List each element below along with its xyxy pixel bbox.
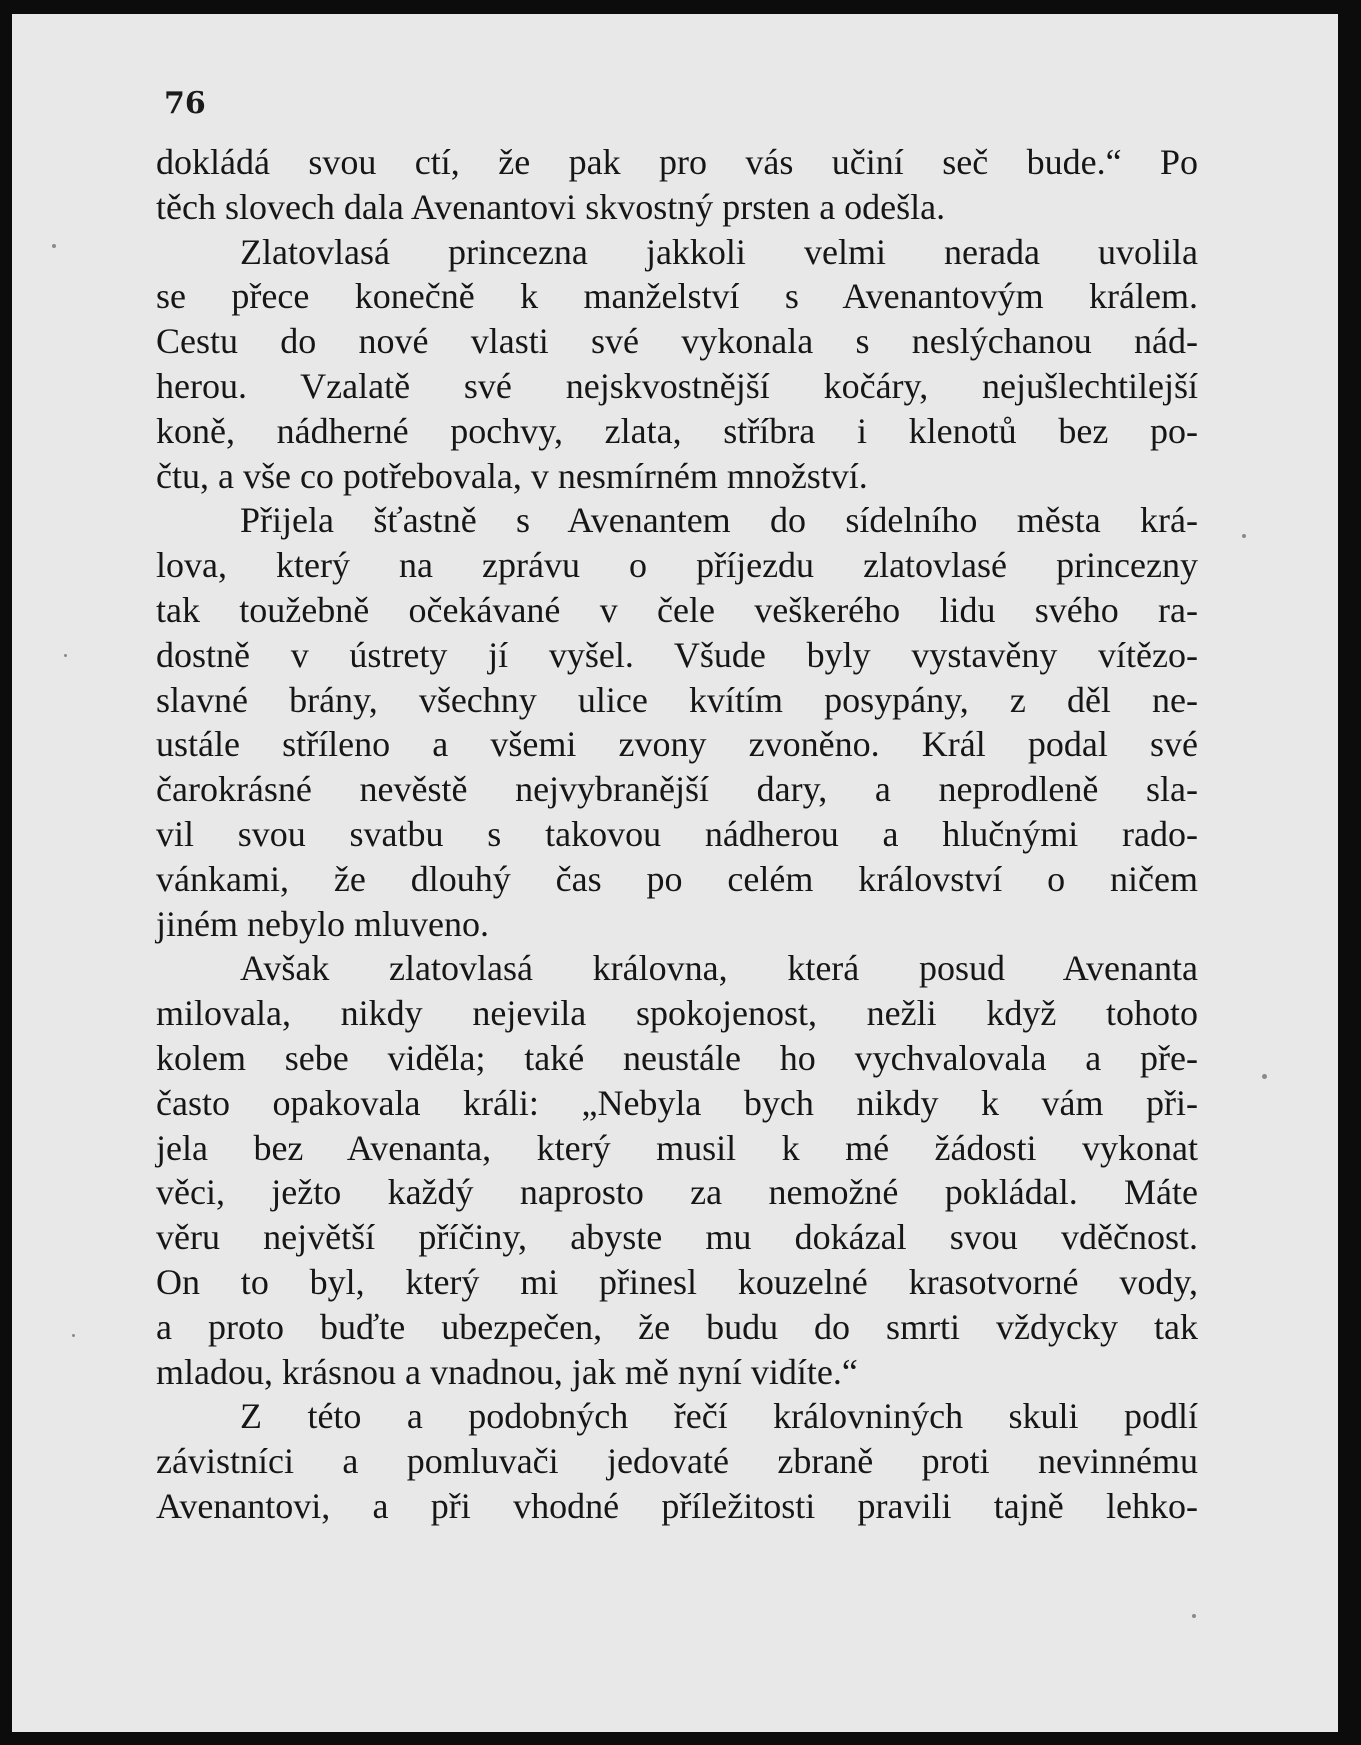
text-line: herou. Vzalatě své nejskvostnější kočáry, nejušlechtilejší (156, 365, 1198, 406)
text-line: slavné brány, všechny ulice kvítím posypány, z děl ne- (156, 679, 1198, 720)
text-line: Z této a podobných řečí královniných skuli podlí (240, 1396, 1198, 1437)
text-line: vánkami, že dlouhý čas po celém království o ničem (156, 858, 1198, 899)
text-line: Avšak zlatovlasá královna, která posud Avenanta (240, 948, 1198, 989)
text-line: těch slovech dala Avenantovi skvostný prsten a odešla. (156, 186, 946, 227)
text-line: lova, který na zprávu o příjezdu zlatovlasé princezny (156, 545, 1198, 586)
text-line: často opakovala králi: „Nebyla bych nikdy k vám při- (156, 1082, 1198, 1123)
text-line: kolem sebe viděla; také neustále ho vychvalovala a pře- (156, 1037, 1198, 1078)
text-line: Avenantovi, a při vhodné příležitosti pravili tajně lehko- (156, 1485, 1198, 1526)
text-line: Zlatovlasá princezna jakkoli velmi nerada uvolila (240, 231, 1198, 272)
text-line: milovala, nikdy nejevila spokojenost, nežli když tohoto (156, 993, 1198, 1034)
paper-speck (1262, 1074, 1267, 1079)
paper-speck (72, 1334, 75, 1337)
paper-speck (1192, 1614, 1196, 1618)
text-line: věci, ježto každý naprosto za nemožné pokládal. Máte (156, 1172, 1198, 1213)
book-page (12, 14, 1338, 1732)
text-line: čarokrásné nevěstě nejvybranější dary, a neprodleně sla- (156, 769, 1198, 810)
text-line: ustále stříleno a všemi zvony zvoněno. Král podal své (156, 724, 1198, 765)
text-line: závistníci a pomluvači jedovaté zbraně proti nevinnému (156, 1441, 1198, 1482)
text-line: Cestu do nové vlasti své vykonala s neslýchanou nád- (156, 321, 1198, 362)
page-number: 76 (164, 86, 206, 121)
text-line: koně, nádherné pochvy, zlata, stříbra i klenotů bez po- (156, 410, 1198, 451)
paper-speck (1242, 534, 1246, 538)
text-line: vil svou svatbu s takovou nádherou a hlučnými rado- (156, 813, 1198, 854)
text-line: Přijela šťastně s Avenantem do sídelního města krá- (240, 500, 1198, 541)
paper-speck (52, 244, 56, 248)
text-line: věru největší příčiny, abyste mu dokázal svou vděčnost. (156, 1217, 1198, 1258)
text-line: dokládá svou ctí, že pak pro vás učiní seč bude.“ Po (156, 142, 1198, 182)
text-line: jela bez Avenanta, který musil k mé žádosti vykonat (156, 1127, 1198, 1168)
text-line: dostně v ústrety jí vyšel. Všude byly vystavěny vítězo- (156, 634, 1198, 675)
text-line: a proto buďte ubezpečen, že budu do smrti vždycky tak (156, 1306, 1198, 1347)
text-line: tak toužebně očekávané v čele veškerého lidu svého ra- (156, 589, 1198, 630)
paper-speck (64, 654, 67, 657)
text-line: se přece konečně k manželství s Avenantovým králem. (156, 276, 1198, 317)
text-line: On to byl, který mi přinesl kouzelné krasotvorné vody, (156, 1261, 1198, 1302)
text-line: čtu, a vše co potřebovala, v nesmírném množství. (156, 455, 868, 496)
text-line: jiném nebylo mluveno. (156, 903, 489, 944)
body-text (156, 140, 1198, 1529)
text-line: mladou, krásnou a vnadnou, jak mě nyní vidíte.“ (156, 1351, 858, 1392)
